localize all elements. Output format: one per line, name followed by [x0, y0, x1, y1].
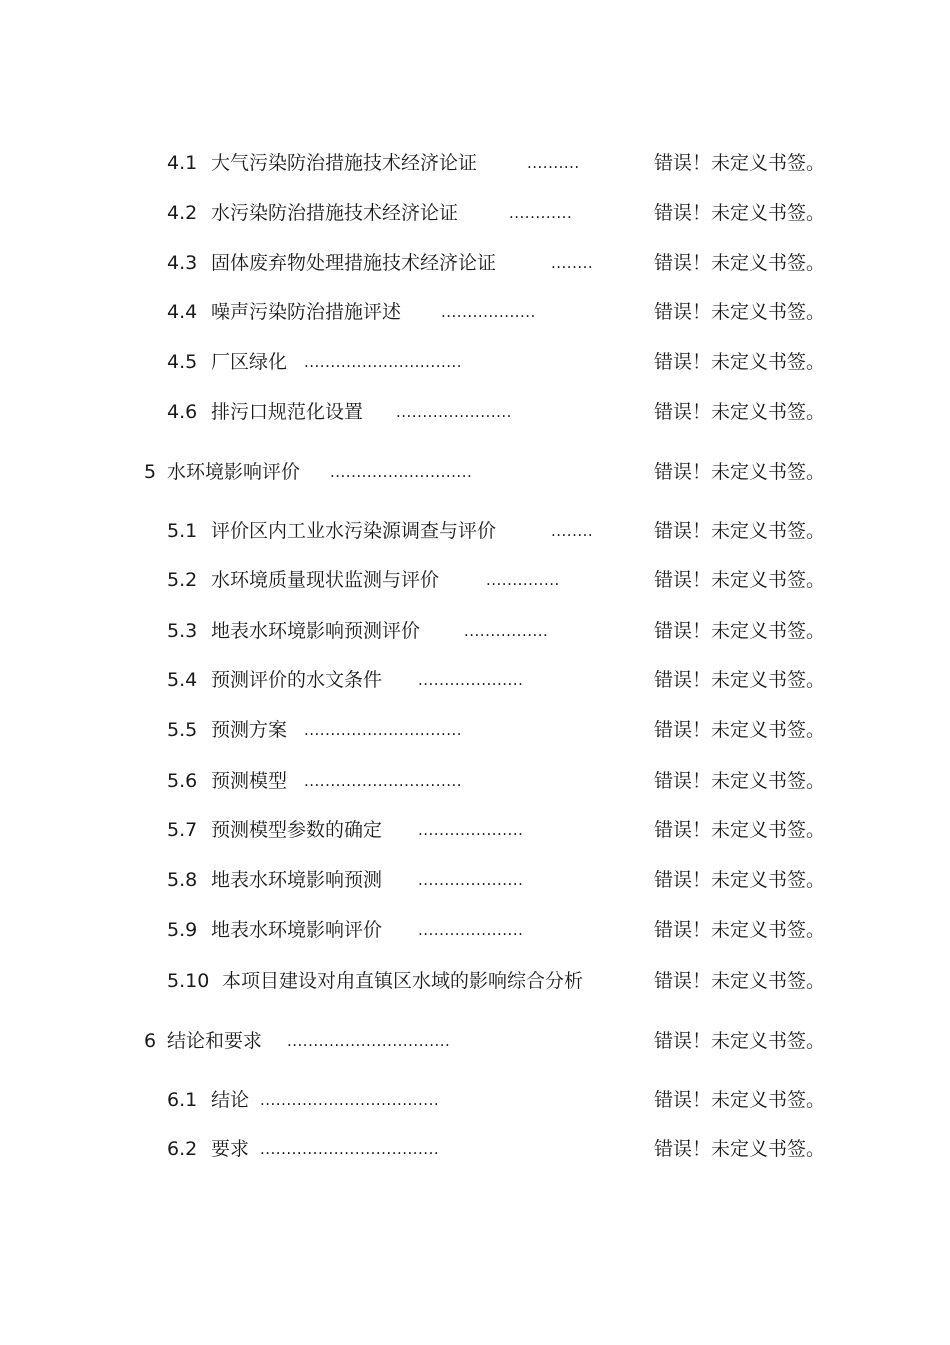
toc-entry-number: 5.1 [167, 520, 198, 542]
toc-page-reference: 错误！未定义书签。 [654, 719, 826, 741]
toc-entry-title: 本项目建设对甪直镇区水域的影响综合分析 [222, 970, 584, 992]
toc-leader-dots: ........ [551, 254, 594, 272]
toc-leader-dots: .............................. [304, 772, 463, 790]
toc-page-reference: 错误！未定义书签。 [654, 1030, 826, 1052]
toc-page-reference: 错误！未定义书签。 [654, 351, 826, 373]
toc-page-reference: 错误！未定义书签。 [654, 301, 826, 323]
toc-leader-dots: .................................. [260, 1091, 440, 1109]
toc-entry-title: 预测方案 [211, 719, 288, 741]
toc-entry-number: 5.4 [167, 669, 198, 691]
toc-entry-title: 大气污染防治措施技术经济论证 [211, 152, 478, 174]
toc-entry-number: 5.2 [167, 569, 198, 591]
toc-entry-4-3[interactable] [0, 248, 950, 278]
toc-entry-5-6[interactable] [0, 766, 950, 796]
toc-entry-5-10[interactable] [0, 966, 950, 996]
toc-page-reference: 错误！未定义书签。 [654, 819, 826, 841]
toc-entry-number: 4.2 [167, 202, 198, 224]
toc-leader-dots: ............ [509, 204, 573, 222]
toc-entry-5-7[interactable] [0, 815, 950, 845]
toc-leader-dots: .............. [486, 571, 560, 589]
toc-entry-title: 预测模型参数的确定 [211, 819, 383, 841]
toc-entry-number: 5.9 [167, 919, 198, 941]
toc-page-reference: 错误！未定义书签。 [654, 252, 826, 274]
toc-entry-title: 水环境质量现状监测与评价 [211, 569, 440, 591]
toc-leader-dots: .................... [418, 671, 524, 689]
toc-entry-number: 6.1 [167, 1089, 198, 1111]
toc-leader-dots: .................... [418, 821, 524, 839]
toc-entry-number: 4.1 [167, 152, 198, 174]
toc-leader-dots: ............................... [287, 1032, 451, 1050]
toc-entry-number: 5.5 [167, 719, 198, 741]
toc-leader-dots: .................. [441, 303, 536, 321]
toc-entry-number: 4.3 [167, 252, 198, 274]
toc-entry-title: 预测模型 [211, 770, 288, 792]
toc-entry-5-3[interactable] [0, 616, 950, 646]
toc-entry-5[interactable] [0, 457, 950, 487]
toc-page-reference: 错误！未定义书签。 [654, 869, 826, 891]
toc-entry-5-9[interactable] [0, 915, 950, 945]
toc-entry-number: 4.5 [167, 351, 198, 373]
toc-entry-4-6[interactable] [0, 397, 950, 427]
toc-entry-title: 水环境影响评价 [167, 461, 301, 483]
toc-page-reference: 错误！未定义书签。 [654, 520, 826, 542]
toc-entry-number: 5.6 [167, 770, 198, 792]
toc-entry-5-1[interactable] [0, 516, 950, 546]
toc-entry-title: 厂区绿化 [211, 351, 288, 373]
toc-page-reference: 错误！未定义书签。 [654, 202, 826, 224]
toc-entry-title: 固体废弃物处理措施技术经济论证 [211, 252, 497, 274]
toc-entry-title: 水污染防治措施技术经济论证 [211, 202, 459, 224]
toc-entry-title: 结论和要求 [167, 1030, 263, 1052]
toc-page-reference: 错误！未定义书签。 [654, 620, 826, 642]
toc-leader-dots: ........................... [330, 463, 473, 481]
toc-page-reference: 错误！未定义书签。 [654, 1089, 826, 1111]
toc-leader-dots: .............................. [304, 721, 463, 739]
toc-leader-dots: .............................. [304, 353, 463, 371]
toc-page-reference: 错误！未定义书签。 [654, 569, 826, 591]
toc-entry-title: 排污口规范化设置 [211, 401, 364, 423]
toc-page-reference: 错误！未定义书签。 [654, 461, 826, 483]
toc-entry-6-1[interactable] [0, 1085, 950, 1115]
toc-entry-4-4[interactable] [0, 297, 950, 327]
toc-entry-4-2[interactable] [0, 198, 950, 228]
toc-entry-title: 地表水环境影响预测 [211, 869, 383, 891]
toc-entry-5-2[interactable] [0, 565, 950, 595]
toc-page-reference: 错误！未定义书签。 [654, 770, 826, 792]
toc-entry-4-1[interactable] [0, 148, 950, 178]
toc-entry-title: 评价区内工业水污染源调查与评价 [211, 520, 497, 542]
toc-entry-6-2[interactable] [0, 1134, 950, 1164]
toc-page-reference: 错误！未定义书签。 [654, 1138, 826, 1160]
toc-leader-dots: ................ [464, 622, 549, 640]
toc-page-reference: 错误！未定义书签。 [654, 669, 826, 691]
toc-entry-5-8[interactable] [0, 865, 950, 895]
toc-entry-number: 4.6 [167, 401, 198, 423]
toc-entry-number: 5.8 [167, 869, 198, 891]
toc-leader-dots: ........ [551, 522, 594, 540]
toc-entry-number: 5.3 [167, 620, 198, 642]
toc-entry-title: 结论 [211, 1089, 250, 1111]
toc-entry-title: 地表水环境影响预测评价 [211, 620, 421, 642]
toc-entry-number: 4.4 [167, 301, 198, 323]
toc-entry-number: 5 [144, 461, 157, 483]
toc-entry-title: 预测评价的水文条件 [211, 669, 383, 691]
toc-entry-4-5[interactable] [0, 347, 950, 377]
toc-entry-number: 6.2 [167, 1138, 198, 1160]
toc-leader-dots: .......... [527, 154, 580, 172]
toc-leader-dots: .................... [418, 871, 524, 889]
toc-entry-title: 要求 [211, 1138, 250, 1160]
toc-entry-number: 5.10 [167, 970, 210, 992]
toc-page-reference: 错误！未定义书签。 [654, 970, 826, 992]
toc-entry-5-5[interactable] [0, 715, 950, 745]
toc-leader-dots: ...................... [396, 403, 512, 421]
toc-page-reference: 错误！未定义书签。 [654, 919, 826, 941]
toc-entry-number: 5.7 [167, 819, 198, 841]
toc-page-reference: 错误！未定义书签。 [654, 401, 826, 423]
toc-entry-title: 地表水环境影响评价 [211, 919, 383, 941]
toc-leader-dots: .................... [418, 921, 524, 939]
toc-entry-title: 噪声污染防治措施评述 [211, 301, 402, 323]
toc-entry-6[interactable] [0, 1026, 950, 1056]
toc-leader-dots: .................................. [260, 1140, 440, 1158]
toc-page-reference: 错误！未定义书签。 [654, 152, 826, 174]
toc-entry-5-4[interactable] [0, 665, 950, 695]
toc-entry-number: 6 [144, 1030, 157, 1052]
